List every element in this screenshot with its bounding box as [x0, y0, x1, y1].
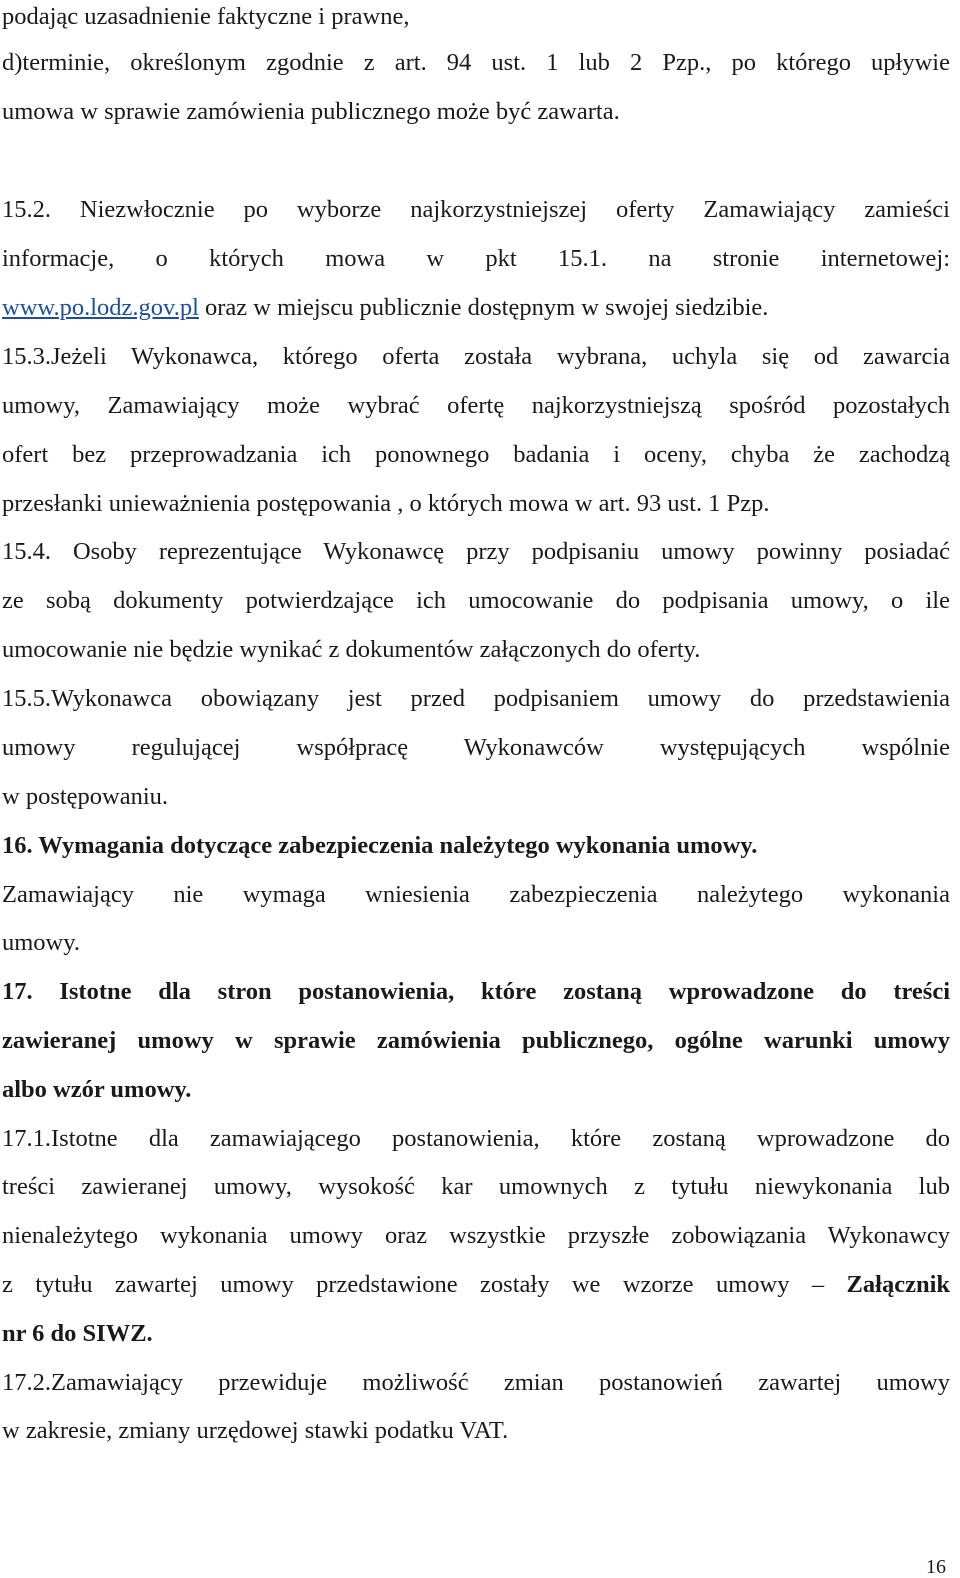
text-line: d)terminie, określonym zgodnie z art. 94 ust. 1 lub 2 Pzp., po którego upływie [2, 49, 950, 76]
section-15-2: 15.2. Niezwłocznie po wyborze najkorzystniejszej oferty Zamawiający zamieści [2, 196, 950, 223]
text-line: umowa w sprawie zamówienia publicznego może być zawarta. [2, 98, 620, 125]
section-15-5: 15.5.Wykonawca obowiązany jest przed podpisaniem umowy do przedstawienia [2, 685, 950, 712]
section-15-3: 15.3.Jeżeli Wykonawca, którego oferta została wybrana, uchyla się od zawarcia [2, 343, 950, 370]
section-17-1: 17.1.Istotne dla zamawiającego postanowienia, które zostaną wprowadzone do [2, 1125, 950, 1152]
website-link[interactable]: www.po.lodz.gov.pl [2, 294, 199, 321]
text-line: informacje, o których mowa w pkt 15.1. na stronie internetowej: [2, 245, 950, 272]
section-17-2: 17.2.Zamawiający przewiduje możliwość zmian postanowień zawartej umowy [2, 1369, 950, 1396]
text-line [2, 1268, 950, 1302]
text-line: umowy regulującej współpracę Wykonawców występujących wspólnie [2, 734, 950, 761]
text-line [2, 291, 950, 325]
attachment-reference: Załącznik [846, 1271, 950, 1298]
text-line: treści zawieranej umowy, wysokość kar umownych z tytułu niewykonania lub [2, 1173, 950, 1200]
text-line: Zamawiający nie wymaga wniesienia zabezpieczenia należytego wykonania [2, 881, 950, 908]
text-line: nienależytego wykonania umowy oraz wszystkie przyszłe zobowiązania Wykonawcy [2, 1222, 950, 1249]
text-line: ze sobą dokumenty potwierdzające ich umocowanie do podpisania umowy, o ile [2, 587, 950, 614]
section-16-heading: 16. Wymagania dotyczące zabezpieczenia należytego wykonania umowy. [2, 832, 758, 859]
text-line: podając uzasadnienie faktyczne i prawne, [2, 3, 410, 30]
section-17-heading-cont: zawieranej umowy w sprawie zamówienia publicznego, ogólne warunki umowy [2, 1027, 950, 1054]
text-line: umocowanie nie będzie wynikać z dokumentów załączonych do oferty. [2, 636, 701, 663]
text-line: umowy, Zamawiający może wybrać ofertę najkorzystniejszą spośród pozostałych [2, 392, 950, 419]
text-line: ofert bez przeprowadzania ich ponownego badania i oceny, chyba że zachodzą [2, 441, 950, 468]
text-span: oraz w miejscu publicznie dostępnym w swojej siedzibie. [198, 294, 769, 321]
section-17-heading: 17. Istotne dla stron postanowienia, które zostaną wprowadzone do treści [2, 978, 950, 1005]
text-span: z tytułu zawartej umowy przedstawione zostały we wzorze umowy – [2, 1271, 825, 1298]
text-line: nr 6 do SIWZ. [2, 1320, 153, 1347]
text-line: przesłanki unieważnienia postępowania , o których mowa w art. 93 ust. 1 Pzp. [2, 490, 770, 517]
text-line: w postępowaniu. [2, 783, 169, 810]
text-line: umowy. [2, 929, 81, 956]
section-15-4: 15.4. Osoby reprezentujące Wykonawcę przy podpisaniu umowy powinny posiadać [2, 538, 950, 565]
page-number: 16 [926, 1556, 946, 1578]
text-line: w zakresie, zmiany urzędowej stawki podatku VAT. [2, 1417, 509, 1444]
section-17-heading-cont: albo wzór umowy. [2, 1076, 192, 1103]
